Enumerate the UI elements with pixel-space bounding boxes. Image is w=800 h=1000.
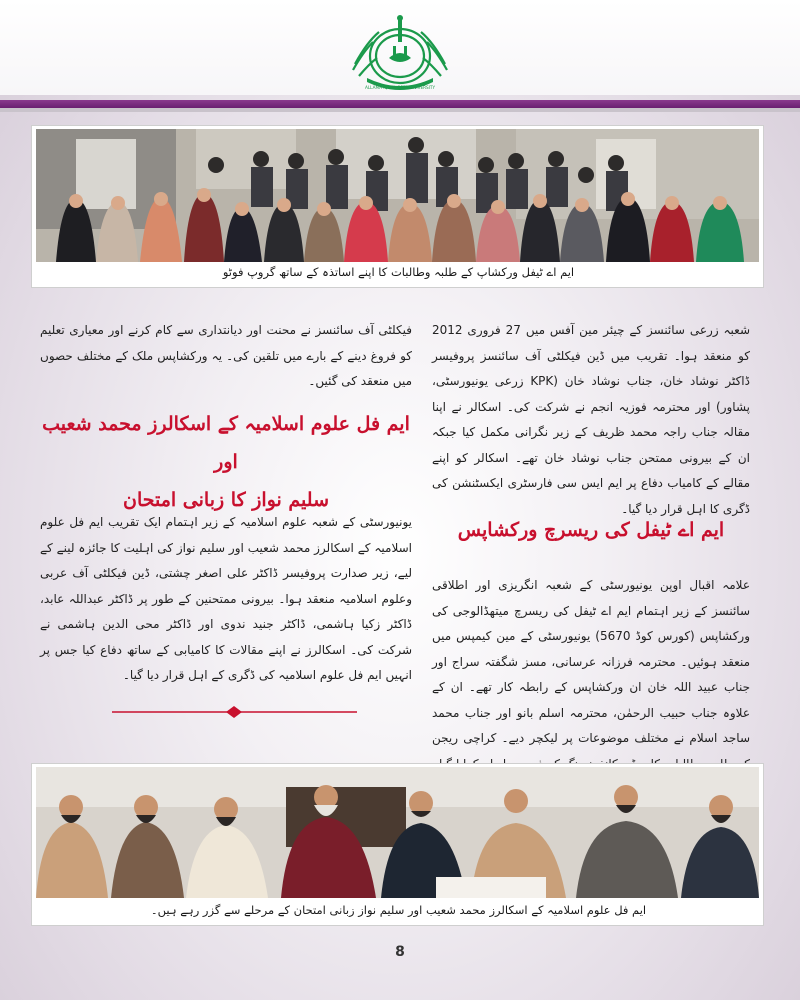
heading-mphil-viva-line-2: سلیم نواز کا زبانی امتحان bbox=[122, 489, 329, 511]
left-column-paragraph-1 bbox=[40, 318, 412, 395]
ornamental-divider bbox=[112, 706, 357, 718]
seal-motto-text: ALLAMA IQBAL OPEN UNIVERSITY bbox=[364, 85, 436, 90]
header-rule-gray bbox=[0, 108, 800, 112]
page-number: 8 bbox=[395, 944, 405, 960]
top-photo-frame bbox=[31, 125, 764, 288]
heading-mphil-viva bbox=[40, 405, 412, 519]
left-column-text-2: یونیورسٹی کے شعبہ علوم اسلامیہ کے زیر اہتمام ایک تقریب ایم فل علوم اسلامیہ کے اسکالرز محمد شعیب اور سلیم نواز کی اہلیت کا جائزہ لینے کے لیے، زیر صدارت پروفیسر ڈاکٹر علی اصغر چشتی، ڈین فیکلٹی آف عربی وعلوم اسلامیہ منعقد ہوا۔ بیرونی ممتحنین کے طور پر ڈاکٹر عبداللہ عابد، ڈاکٹر زکیا ہاشمی، ڈاکٹر جنید ندوی اور ڈاکٹر محی الدین ہاشمی نے شرکت کی۔ اسکالرز نے اپنے مقالات کا کامیابی کے ساتھ دفاع کیا جس پر انہیں ایم فل علوم اسلامیہ کی ڈگری کے اہل قرار دیا گیا۔ bbox=[40, 515, 412, 682]
left-column-text-1: فیکلٹی آف سائنسز نے محنت اور دیانتداری سے کام کرنے اور معیاری تعلیم کو فروغ دینے کے بارے میں تلقین کی۔ یہ ورکشاپس ملک کے مختلف حصوں میں منعقد کی گئیں۔ bbox=[40, 323, 412, 388]
group-photo bbox=[36, 129, 759, 262]
heading-tefl-workshops: ایم اے ٹیفل کی ریسرچ ورکشاپس bbox=[457, 519, 725, 541]
header-rule-purple bbox=[0, 100, 800, 108]
right-column-text-1: شعبہ زرعی سائنسز کے چیئر مین آفس میں 27 فروری 2012 کو منعقد ہوا۔ تقریب میں ڈین فیکلٹی آف سائنسز پروفیسر ڈاکٹر نوشاد خان، جناب نوشاد خان (KPK زرعی یونیورسٹی، پشاور) اور محترمہ فوزیہ انجم نے شرکت کی۔ اسکالر نے اپنا مقالہ جناب راجہ محمد ظریف کے زیر نگرانی مکمل کیا جبکہ ان کے بیرونی ممتحن جناب نوشاد خان تھے۔ اسکالر کو اپنے مقالے کے کامیاب دفاع پر ایم ایس سی فارسٹری ایکسٹنشن کی ڈگری کا اہل قرار دیا گیا۔ bbox=[432, 323, 750, 516]
bottom-photo-frame bbox=[31, 763, 764, 926]
bottom-photo-caption: ایم فل علوم اسلامیہ کے اسکالرز محمد شعیب اور سلیم نواز زبانی امتحان کے مرحلے سے گزر رہے ہیں۔ bbox=[150, 903, 647, 917]
viva-photo bbox=[36, 767, 759, 898]
right-column-paragraph-1 bbox=[432, 318, 750, 522]
top-photo-caption: ایم اے ٹیفل ورکشاپ کے طلبہ وطالبات کا اپنے اساتذہ کے ساتھ گروپ فوٹو bbox=[222, 265, 575, 279]
heading-mphil-viva-line-1: ایم فل علوم اسلامیہ کے اسکالرز محمد شعیب اور bbox=[42, 413, 410, 473]
right-column-text-2: علامہ اقبال اوپن یونیورسٹی کے شعبہ انگریزی اور اطلاقی سائنسز کے زیر اہتمام ایم اے ٹیفل کی ریسرچ میتھڈالوجی کی ورکشاپس (کورس کوڈ 5670) یونیورسٹی کے مین کیمپس میں منعقد ہوئیں۔ محترمہ فرزانہ عرسانی، مسز شگفتہ سراج اور جناب عبید اللہ خان ان ورکشاپس کے رابطہ کار تھے۔ ان کے علاوہ جناب حبیب الرحمٰن، محترمہ اسلم بانو اور جناب محمد ساجد اسلام نے مختلف موضوعات پر لیکچر دیے۔ کراچی ریجن bbox=[432, 578, 750, 745]
university-seal-logo bbox=[349, 12, 451, 92]
left-column-paragraph-2 bbox=[40, 510, 412, 689]
